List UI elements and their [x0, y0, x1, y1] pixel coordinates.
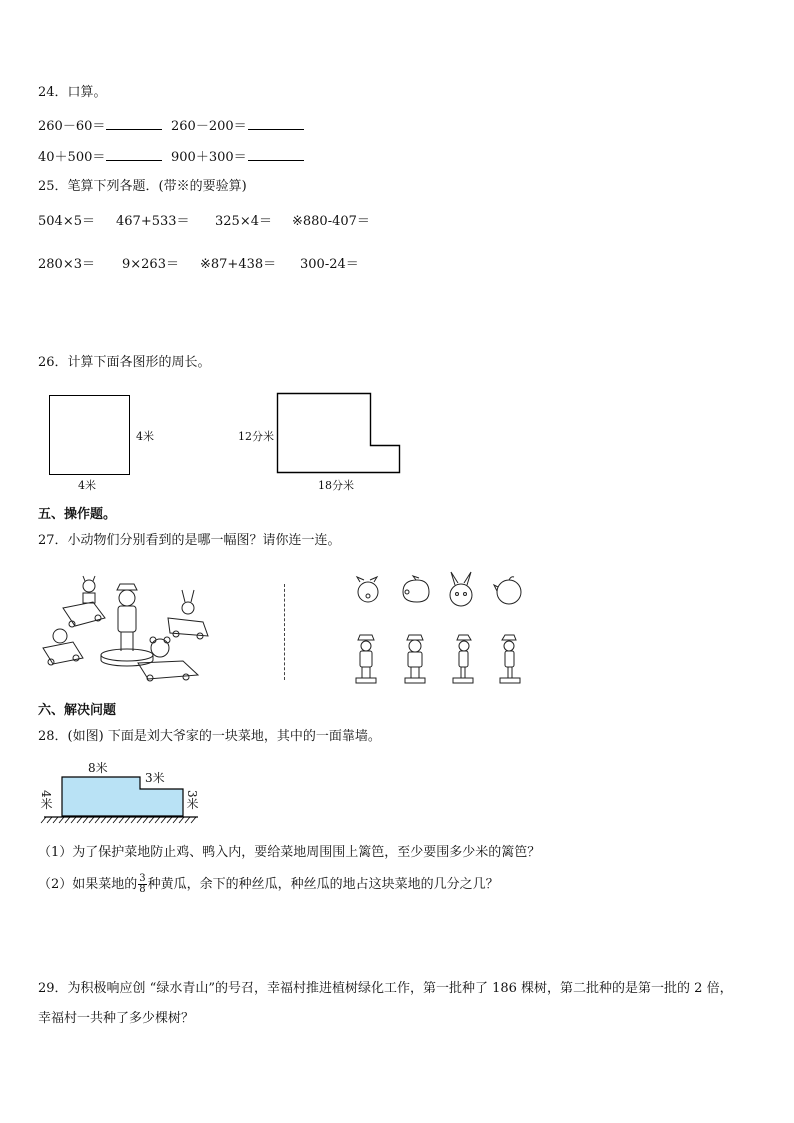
q28-fraction-denominator: 8 — [139, 884, 146, 895]
q25-item-4: ※880-407＝ — [292, 214, 370, 229]
police-view-back-icon[interactable] — [403, 634, 427, 686]
q28-step-label: 3米 — [145, 771, 165, 785]
q28-sub2-prefix: （2）如果菜地的 — [38, 877, 138, 892]
q24-answer-blank-1[interactable] — [106, 117, 162, 130]
wall-hatch-line — [125, 817, 130, 823]
q26-square — [49, 395, 130, 475]
q26-square-bottom-label: 4米 — [78, 479, 96, 492]
q24-item-4 — [171, 148, 304, 164]
wall-hatch-line — [143, 817, 148, 823]
q28-fraction-numerator: 3 — [139, 873, 146, 884]
q25-item-6: 9×263＝ — [122, 257, 179, 272]
wall-hatch-line — [59, 817, 64, 823]
q27-title: 27．小动物们分别看到的是哪一幅图？请你连一连。 — [38, 533, 341, 548]
q25-item-5: 280×3＝ — [38, 257, 95, 272]
wall-hatch-line — [107, 817, 112, 823]
wall-hatch-line — [47, 817, 52, 823]
section-5-title: 五、操作题。 — [38, 507, 117, 522]
police-view-front-icon[interactable] — [354, 634, 378, 686]
q28-title: 28．(如图) 下面是刘大爷家的一块菜地，其中的一面靠墙。 — [38, 729, 381, 744]
q28-subquestion-2 — [38, 874, 499, 895]
wall-hatch-line — [119, 817, 124, 823]
wall-hatch-line — [41, 817, 46, 823]
q24-expr-4: 900＋300＝ — [171, 150, 247, 165]
q26-shape-bottom-label: 18分米 — [318, 479, 354, 492]
wall-hatch-line — [167, 817, 172, 823]
q25-title: 25．笔算下列各题．(带※的要验算) — [38, 179, 247, 194]
q25-item-8: 300-24＝ — [300, 257, 359, 272]
q28-wall-hatching — [41, 817, 196, 823]
wall-hatch-line — [95, 817, 100, 823]
q25-item-1: 504×5＝ — [38, 214, 95, 229]
dog-side-head-icon[interactable] — [398, 574, 432, 606]
wall-hatch-line — [71, 817, 76, 823]
q24-answer-blank-4[interactable] — [248, 148, 304, 161]
wall-hatch-line — [65, 817, 70, 823]
wall-hatch-line — [101, 817, 106, 823]
q28-top-label: 8米 — [88, 761, 108, 775]
q25-item-7: ※87+438＝ — [200, 257, 277, 272]
q27-scene-illustration — [38, 568, 253, 688]
wall-hatch-line — [113, 817, 118, 823]
q28-fraction — [138, 874, 146, 895]
wall-hatch-line — [161, 817, 166, 823]
chick-head-icon[interactable] — [492, 574, 526, 606]
q24-item-1 — [38, 117, 162, 133]
q24-item-3 — [38, 148, 162, 164]
q28-right-label: 3米 — [185, 790, 199, 810]
wall-hatch-line — [185, 817, 190, 823]
police-view-left-icon[interactable] — [451, 634, 475, 686]
q24-answer-blank-2[interactable] — [248, 117, 304, 130]
wall-hatch-line — [149, 817, 154, 823]
wall-hatch-line — [53, 817, 58, 823]
q24-expr-1: 260－60＝ — [38, 119, 106, 134]
dog-head-icon[interactable] — [352, 574, 382, 606]
wall-hatch-line — [77, 817, 82, 823]
section-6-title: 六、解决问题 — [38, 703, 117, 718]
rabbit-head-icon[interactable] — [444, 570, 478, 608]
q25-item-2: 467+533＝ — [116, 214, 190, 229]
q26-l-shape — [270, 390, 406, 476]
police-view-right-icon[interactable] — [498, 634, 522, 686]
q24-expr-3: 40＋500＝ — [38, 150, 106, 165]
q25-item-3: 325×4＝ — [215, 214, 272, 229]
q26-title: 26．计算下面各图形的周长。 — [38, 355, 211, 370]
q26-square-side-label: 4米 — [136, 430, 154, 443]
q24-title: 24．口算。 — [38, 85, 107, 100]
q28-subquestion-1: （1）为了保护菜地防止鸡、鸭入内，要给菜地周围围上篱笆，至少要围多少米的篱笆？ — [38, 845, 541, 860]
q24-item-2 — [171, 117, 304, 133]
q24-answer-blank-3[interactable] — [106, 148, 162, 161]
wall-hatch-line — [89, 817, 94, 823]
wall-hatch-line — [137, 817, 142, 823]
wall-hatch-line — [83, 817, 88, 823]
wall-hatch-line — [191, 817, 196, 823]
q26-shape-side-label: 12分米 — [238, 430, 274, 443]
q29-line-1: 29．为积极响应创 “绿水青山”的号召，幸福村推进植树绿化工作，第一批种了 186 棵树，第二批种的是第一批的 2 倍， — [38, 981, 733, 996]
wall-hatch-line — [131, 817, 136, 823]
wall-hatch-line — [179, 817, 184, 823]
wall-hatch-line — [155, 817, 160, 823]
q29-line-2: 幸福村一共种了多少棵树？ — [38, 1011, 195, 1026]
wall-hatch-line — [173, 817, 178, 823]
q24-expr-2: 260－200＝ — [171, 119, 247, 134]
q27-divider — [284, 584, 285, 680]
q28-sub2-suffix: 种黄瓜，余下的种丝瓜，种丝瓜的地占这块菜地的几分之几？ — [147, 877, 499, 892]
q28-left-label: 4米 — [39, 790, 53, 810]
